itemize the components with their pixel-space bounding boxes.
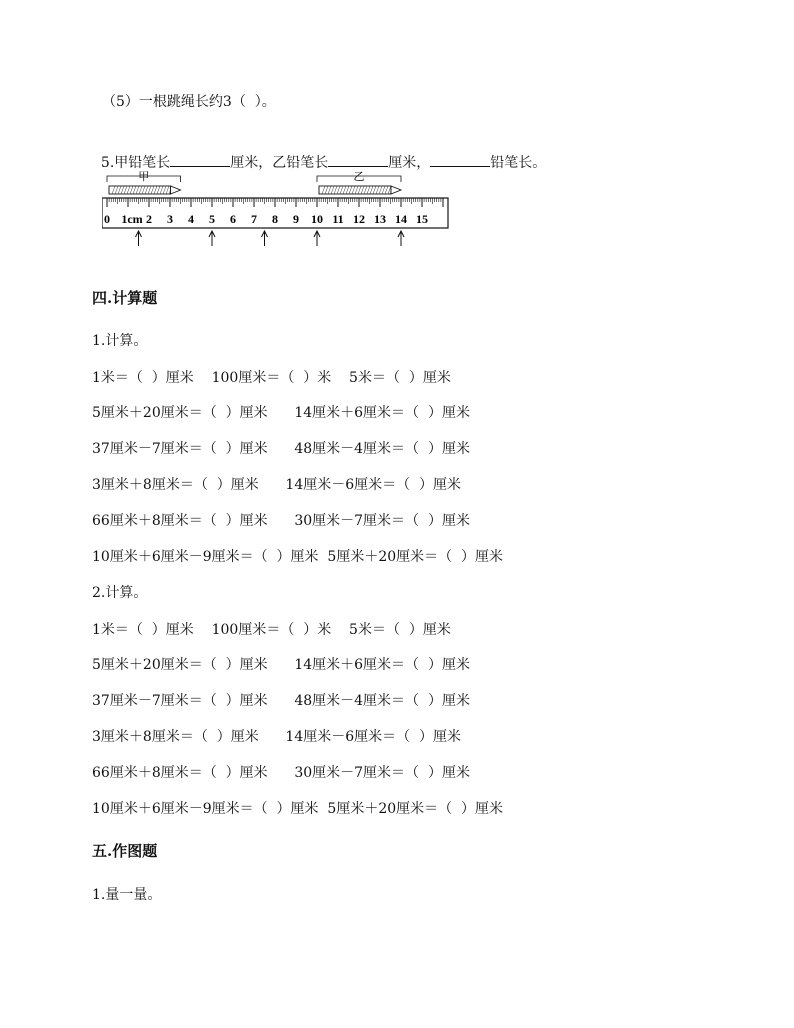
calc-row: 37厘米－7厘米＝（ ）厘米 48厘米－4厘米＝（ ）厘米 bbox=[92, 693, 470, 709]
q5-mid2: 厘米， bbox=[388, 155, 431, 171]
ruler-svg bbox=[102, 170, 452, 250]
calc-row: 10厘米＋6厘米－9厘米＝（ ）厘米 5厘米＋20厘米＝（ ）厘米 bbox=[92, 549, 504, 565]
ruler-tick-label: 8 bbox=[272, 212, 278, 226]
ruler-tick-label: 10 bbox=[311, 212, 323, 226]
answer-blank-a[interactable] bbox=[170, 152, 230, 167]
calc-question-1-label: 1.计算。 bbox=[92, 333, 148, 349]
pencil-b-label: 乙 bbox=[353, 171, 365, 183]
pencil-a-label: 甲 bbox=[138, 171, 150, 183]
ruler-tick-label: 11 bbox=[332, 212, 344, 226]
ruler-tick-label: 15 bbox=[416, 212, 428, 226]
question-5 bbox=[92, 134, 546, 172]
answer-blank-c[interactable] bbox=[430, 152, 490, 167]
ruler-tick-label: 3 bbox=[167, 212, 173, 226]
q5-mid1: 厘米，乙铅笔长 bbox=[230, 155, 329, 171]
answer-blank-b[interactable] bbox=[328, 152, 388, 167]
calc-row: 5厘米＋20厘米＝（ ）厘米 14厘米＋6厘米＝（ ）厘米 bbox=[92, 657, 470, 673]
pencil-tip bbox=[391, 186, 401, 194]
ruler-tick-label: 2 bbox=[146, 212, 152, 226]
calc-row: 3厘米＋8厘米＝（ ）厘米 14厘米－6厘米＝（ ）厘米 bbox=[92, 729, 462, 745]
pencil-tip bbox=[171, 186, 181, 194]
ruler-figure bbox=[102, 170, 452, 250]
ruler-tick-label: 9 bbox=[293, 212, 299, 226]
calc-question-2-label: 2.计算。 bbox=[92, 585, 148, 601]
q5-prefix: 5.甲铅笔长 bbox=[100, 155, 171, 171]
ruler-tick-label: 4 bbox=[188, 212, 194, 226]
question-3-item-5: （5）一根跳绳长约3（ ）。 bbox=[102, 94, 276, 110]
ruler-tick-label: 0 bbox=[104, 212, 110, 226]
calc-row: 1米＝（ ）厘米 100厘米＝（ ）米 5米＝（ ）厘米 bbox=[92, 370, 451, 386]
calc-row: 66厘米＋8厘米＝（ ）厘米 30厘米－7厘米＝（ ）厘米 bbox=[92, 765, 470, 781]
section-5-title: 五.作图题 bbox=[92, 842, 158, 860]
ruler-tick-label: 6 bbox=[230, 212, 236, 226]
ruler-tick-label: 14 bbox=[395, 212, 407, 226]
calc-row: 1米＝（ ）厘米 100厘米＝（ ）米 5米＝（ ）厘米 bbox=[92, 622, 451, 638]
ruler-tick-label: 13 bbox=[374, 212, 386, 226]
q5-suffix: 铅笔长。 bbox=[490, 155, 547, 171]
measurement-arrows bbox=[136, 231, 405, 246]
calc-row: 5厘米＋20厘米＝（ ）厘米 14厘米＋6厘米＝（ ）厘米 bbox=[92, 405, 470, 421]
ruler-tick-label: 5 bbox=[209, 212, 215, 226]
section-4-title: 四.计算题 bbox=[92, 289, 158, 307]
ruler-tick-label: 7 bbox=[251, 212, 257, 226]
calc-row: 66厘米＋8厘米＝（ ）厘米 30厘米－7厘米＝（ ）厘米 bbox=[92, 513, 470, 529]
calc-row: 10厘米＋6厘米－9厘米＝（ ）厘米 5厘米＋20厘米＝（ ）厘米 bbox=[92, 801, 504, 817]
calc-row: 3厘米＋8厘米＝（ ）厘米 14厘米－6厘米＝（ ）厘米 bbox=[92, 477, 462, 493]
ruler-tick-label: 1cm bbox=[121, 212, 143, 226]
calc-row: 37厘米－7厘米＝（ ）厘米 48厘米－4厘米＝（ ）厘米 bbox=[92, 441, 470, 457]
ruler-tick-label: 12 bbox=[353, 212, 365, 226]
drawing-question-1-label: 1.量一量。 bbox=[92, 887, 162, 903]
pencil-body bbox=[319, 186, 391, 194]
